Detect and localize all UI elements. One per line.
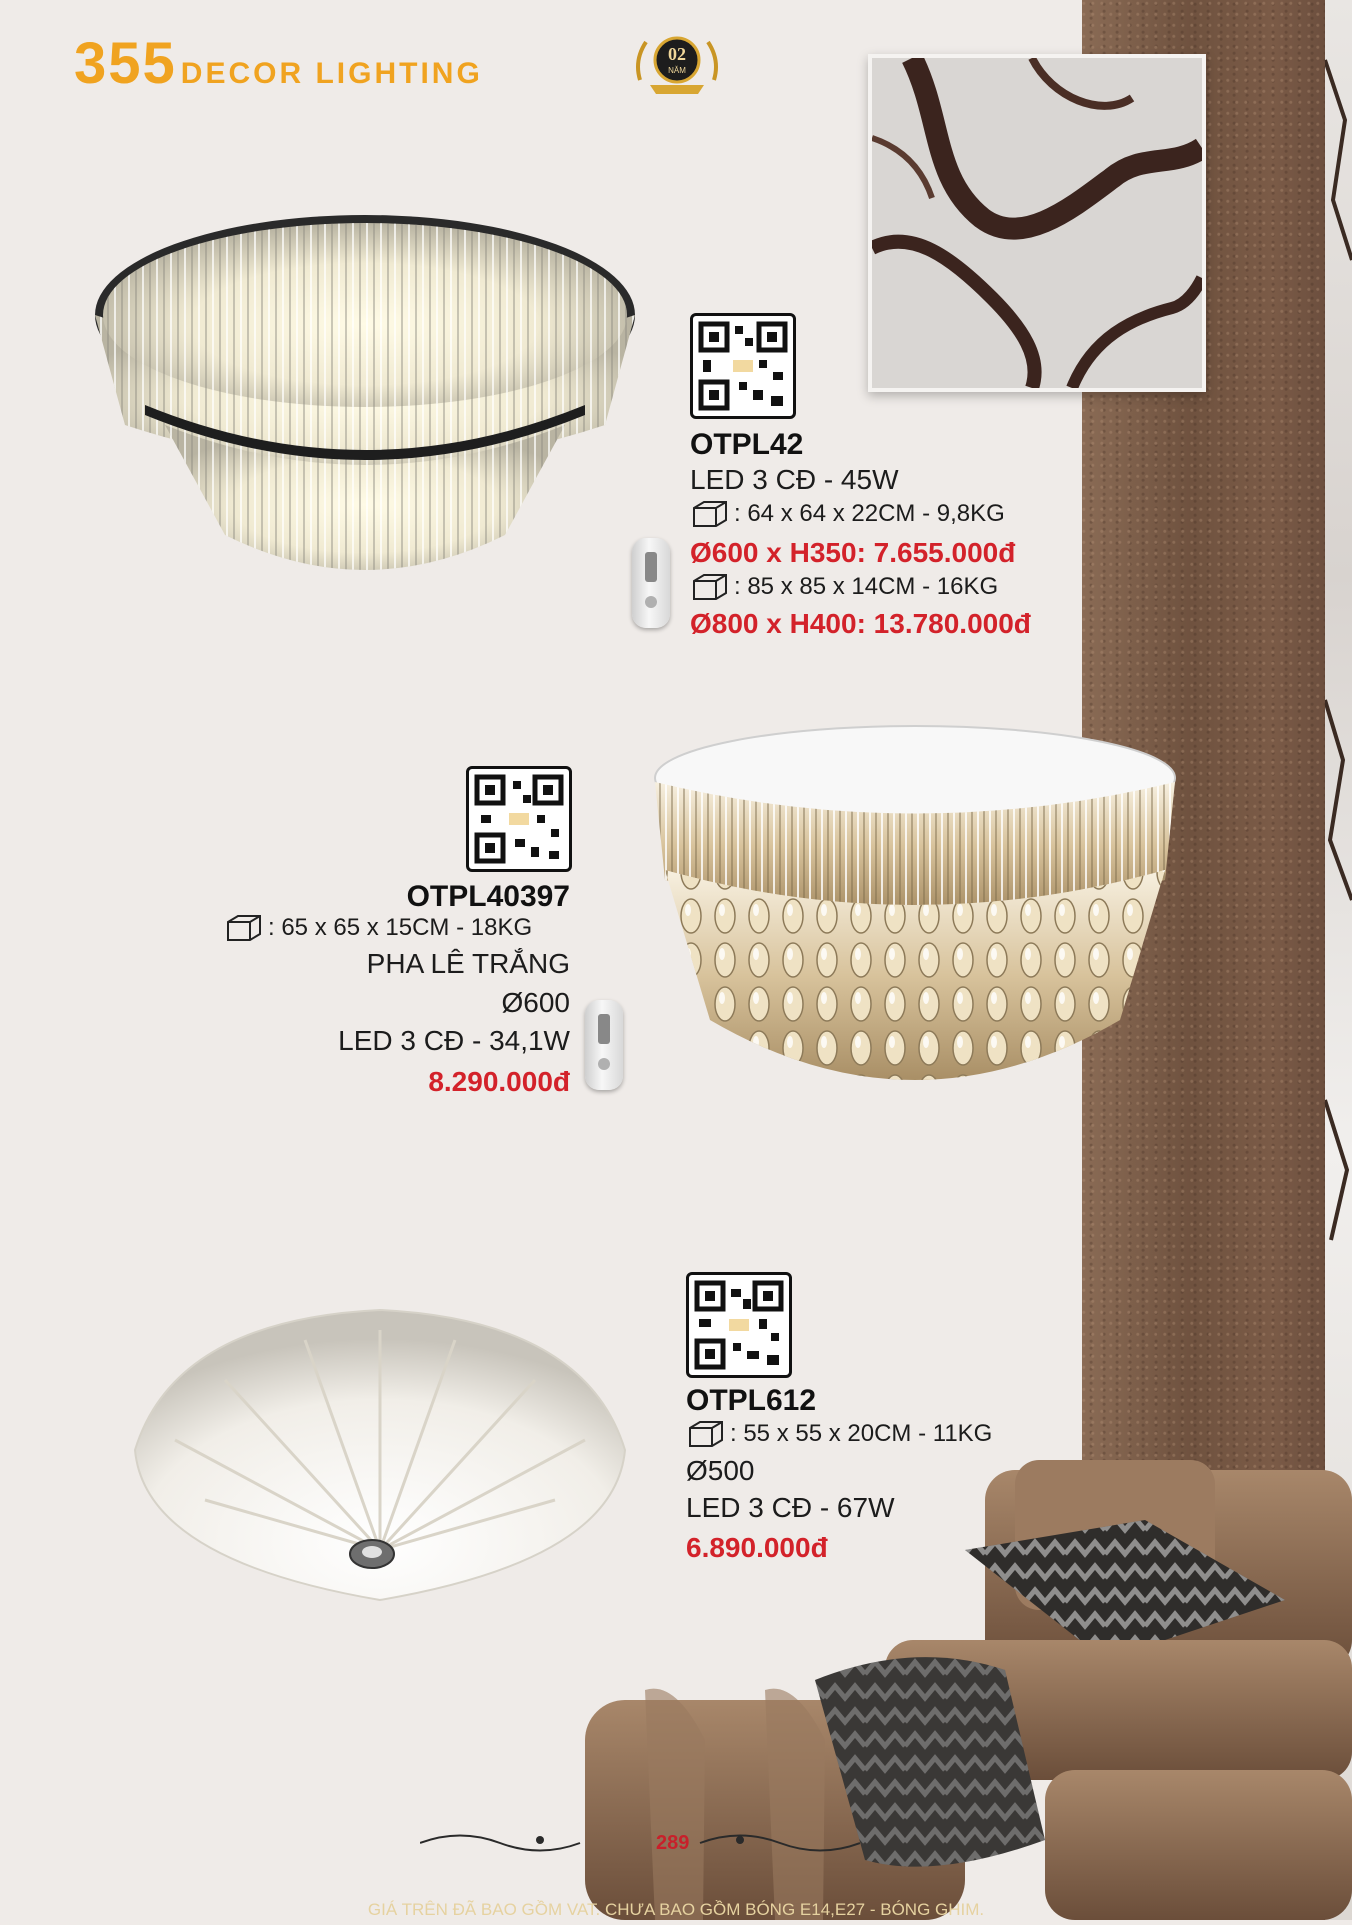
badge-label: NĂM	[668, 66, 686, 75]
otpl612-size: Ø500	[686, 1455, 755, 1486]
otpl40397-box	[224, 914, 532, 942]
box-icon	[690, 573, 730, 601]
otpl612-code: OTPL612	[686, 1384, 817, 1417]
badge-years: 02	[668, 44, 686, 64]
otpl612-price: 6.890.000đ	[686, 1532, 828, 1563]
otpl612-light: LED 3 CĐ - 67W	[686, 1492, 895, 1523]
otpl40397-code: OTPL40397	[406, 880, 570, 913]
otpl42-code: OTPL42	[690, 428, 804, 461]
otpl42-box-2-text: : 85 x 85 x 14CM - 16KG	[734, 573, 999, 600]
otpl42-remote-image	[632, 538, 670, 628]
otpl612-product-image	[115, 1300, 645, 1625]
anniversary-badge	[632, 30, 722, 100]
otpl40397-light: LED 3 CĐ - 34,1W	[338, 1025, 570, 1056]
box-icon	[224, 914, 264, 942]
brand-logo	[74, 30, 483, 97]
brand-name: DECOR LIGHTING	[180, 57, 483, 90]
otpl42-price-2: Ø800 x H400: 13.780.000đ	[690, 608, 1031, 639]
otpl40397-material: PHA LÊ TRẮNG	[366, 948, 570, 979]
footer-ornament	[420, 1828, 860, 1858]
otpl612-box-text: : 55 x 55 x 20CM - 11KG	[730, 1420, 993, 1447]
otpl42-product-image	[85, 205, 645, 610]
otpl40397-box-text: : 65 x 65 x 15CM - 18KG	[268, 914, 533, 941]
marble-sample-image	[868, 54, 1206, 392]
otpl42-box-1-text: : 64 x 64 x 22CM - 9,8KG	[734, 500, 1005, 527]
otpl40397-remote-image	[585, 1000, 623, 1090]
otpl42-box-2	[690, 573, 998, 601]
box-icon	[690, 500, 730, 528]
otpl612-qr-code[interactable]	[686, 1272, 792, 1378]
otpl40397-price: 8.290.000đ	[428, 1066, 570, 1097]
page-number: 289	[656, 1832, 690, 1854]
brand-number: 355	[74, 31, 177, 96]
otpl42-price-1: Ø600 x H350: 7.655.000đ	[690, 537, 1016, 568]
otpl40397-product-image	[640, 720, 1190, 1135]
otpl42-light: LED 3 CĐ - 45W	[690, 464, 899, 495]
otpl40397-size: Ø600	[501, 987, 570, 1018]
footer-note: GIÁ TRÊN ĐÃ BAO GỒM VAT. CHƯA BAO GỒM BÓNG E14,E27 - BÓNG GHIM.	[367, 1900, 985, 1919]
otpl42-qr-code[interactable]	[690, 313, 796, 419]
otpl40397-qr-code[interactable]	[466, 766, 572, 872]
otpl42-box-1	[690, 500, 1005, 528]
